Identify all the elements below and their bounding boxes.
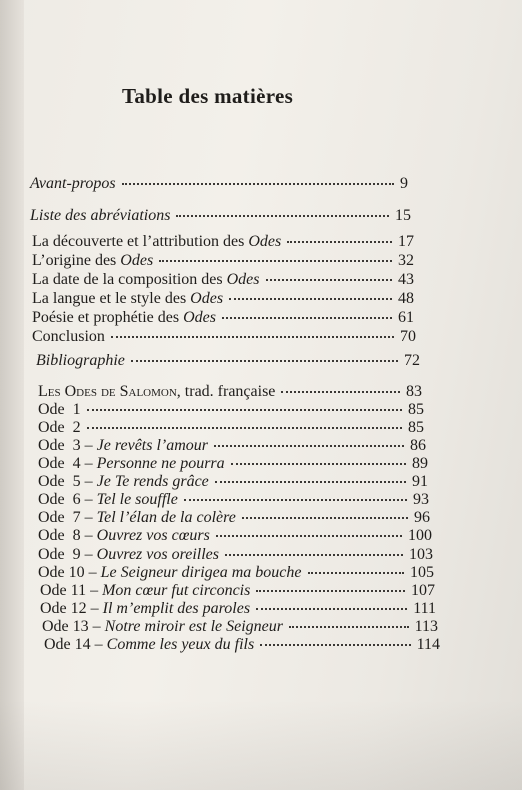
- entry-label: Ode 2: [38, 419, 81, 436]
- toc-entry-ode-6: [38, 491, 429, 509]
- page-number: 17: [398, 233, 414, 250]
- entry-label: La langue et le style des Odes: [32, 290, 224, 307]
- page-number: 111: [413, 600, 436, 617]
- entry-label: Les Odes de Salomon, trad. française: [38, 383, 276, 400]
- page-number: 113: [414, 618, 438, 635]
- toc-entry-ode-5: [38, 473, 428, 491]
- toc-entry-ode-11: [40, 582, 435, 600]
- toc-entry-ode-13: [42, 618, 438, 636]
- page-number: 93: [413, 491, 429, 508]
- dot-leader: [225, 550, 403, 556]
- entry-label: Ode 1: [38, 401, 81, 418]
- entry-label: Ode 8 – Ouvrez vos cœurs: [38, 527, 210, 544]
- dot-leader: [260, 640, 410, 646]
- dot-leader: [242, 513, 408, 519]
- toc-entry-ode-10: [38, 564, 434, 582]
- entry-label: Ode 10 – Le Seigneur dirigea ma bouche: [38, 564, 302, 581]
- page-number: 107: [411, 582, 435, 599]
- page-number: 114: [416, 636, 440, 653]
- toc-entry-origine: [32, 252, 414, 270]
- entry-label: Ode 11 – Mon cœur fut circoncis: [40, 582, 251, 599]
- dot-leader: [87, 423, 402, 429]
- entry-label: La découverte et l’attribution des Odes: [32, 233, 282, 250]
- page-number: 86: [410, 437, 426, 454]
- toc-entry-ode-1: [38, 401, 424, 419]
- entry-label: Ode 12 – Il m’emplit des paroles: [40, 600, 251, 617]
- entry-label: Bibliographie: [36, 352, 125, 369]
- page-number: 72: [404, 352, 420, 369]
- page-number: 70: [400, 328, 416, 345]
- dot-leader: [229, 294, 392, 300]
- dot-leader: [231, 459, 406, 465]
- toc-entry-bibliographie: [36, 352, 420, 370]
- dot-leader: [281, 387, 400, 393]
- page-title: Table des matières: [122, 84, 294, 108]
- entry-label: Ode 4 – Personne ne pourra: [38, 455, 225, 472]
- toc-entry-ode-4: [38, 455, 428, 473]
- dot-leader: [216, 531, 402, 537]
- toc-entry-ode-7: [38, 509, 430, 527]
- toc-entry-poesie: [32, 309, 414, 327]
- entry-label: Ode 14 – Comme les yeux du fils: [44, 636, 255, 653]
- toc-entry-langue: [32, 290, 414, 308]
- page-number: 32: [398, 252, 414, 269]
- toc-entry-conclusion: [32, 328, 416, 346]
- toc-entry-ode-3: [38, 437, 426, 455]
- toc-entry-ode-2: [38, 419, 424, 437]
- toc-entry-decouverte: [32, 233, 414, 251]
- entry-label: Poésie et prophétie des Odes: [32, 309, 216, 326]
- dot-leader: [184, 495, 407, 501]
- dot-leader: [176, 211, 389, 217]
- page-number: 89: [412, 455, 428, 472]
- entry-label: La date de la composition des Odes: [32, 271, 260, 288]
- toc-entry-date: [32, 271, 414, 289]
- dot-leader: [122, 179, 394, 185]
- dot-leader: [308, 568, 404, 574]
- dot-leader: [266, 275, 393, 281]
- toc-entry-abreviations: [30, 207, 411, 225]
- entry-label: Avant-propos: [30, 175, 116, 192]
- page-number: 96: [414, 509, 430, 526]
- page-number: 61: [398, 309, 414, 326]
- page-number: 103: [409, 546, 433, 563]
- entry-label: Conclusion: [32, 328, 105, 345]
- dot-leader: [159, 256, 392, 262]
- toc-entry-ode-12: [40, 600, 436, 618]
- dot-leader: [222, 313, 392, 319]
- page-number: 85: [408, 401, 424, 418]
- entry-label: Ode 5 – Je Te rends grâce: [38, 473, 209, 490]
- dot-leader: [87, 405, 402, 411]
- page-number: 100: [408, 527, 432, 544]
- entry-label: Ode 9 – Ouvrez vos oreilles: [38, 546, 219, 563]
- entry-label: Ode 6 – Tel le souffle: [38, 491, 178, 508]
- dot-leader: [215, 477, 406, 483]
- page-number: 85: [408, 419, 424, 436]
- dot-leader: [111, 332, 394, 338]
- dot-leader: [287, 237, 392, 243]
- dot-leader: [256, 604, 407, 610]
- page-number: 15: [395, 207, 411, 224]
- toc-entry-ode-14: [44, 636, 440, 654]
- entry-label: L’origine des Odes: [32, 252, 154, 269]
- toc-entry-avant-propos: [30, 175, 408, 193]
- page-number: 48: [398, 290, 414, 307]
- page-number: 91: [412, 473, 428, 490]
- page-number: 105: [410, 564, 434, 581]
- entry-label: Ode 3 – Je revêts l’amour: [38, 437, 209, 454]
- dot-leader: [131, 356, 398, 362]
- entry-label: Ode 13 – Notre miroir est le Seigneur: [42, 618, 284, 635]
- page-number: 9: [400, 175, 408, 192]
- page-number: 43: [398, 271, 414, 288]
- dot-leader: [289, 622, 409, 628]
- dot-leader: [256, 586, 405, 592]
- entry-label: Liste des abréviations: [30, 207, 171, 224]
- page-number: 83: [406, 383, 422, 400]
- toc-entry-ode-9: [38, 546, 433, 564]
- dot-leader: [214, 441, 404, 447]
- entry-label: Ode 7 – Tel l’élan de la colère: [38, 509, 236, 526]
- toc-entry-ode-8: [38, 527, 432, 545]
- toc-entry-odes-de-salomon: [38, 383, 422, 401]
